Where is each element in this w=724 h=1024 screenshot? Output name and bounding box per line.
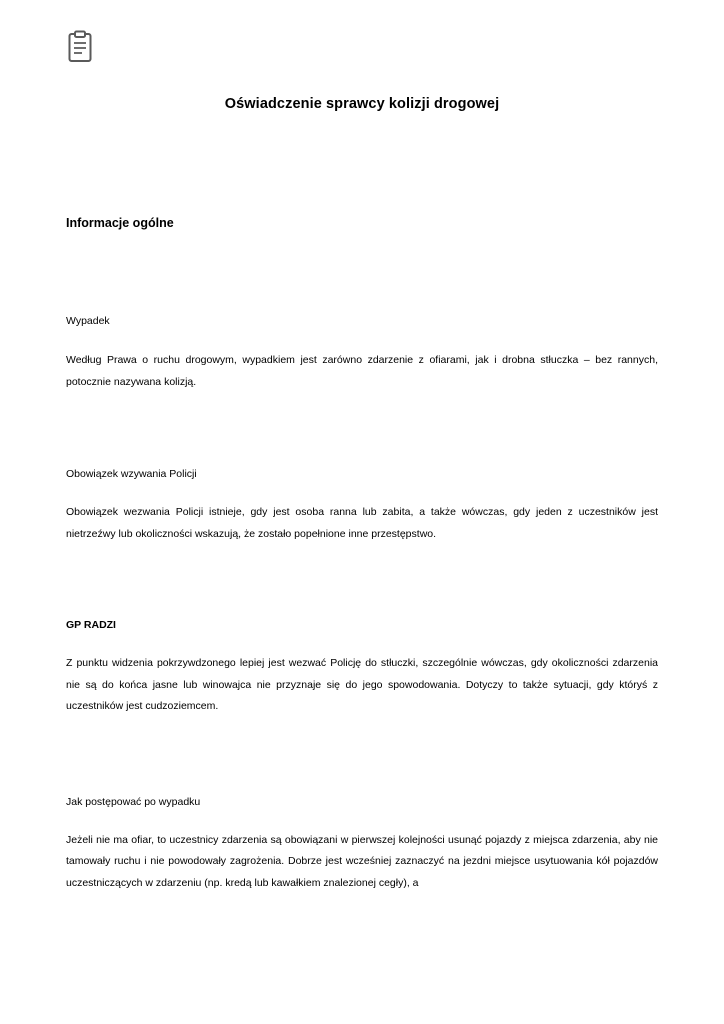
clipboard-icon bbox=[66, 30, 94, 64]
subheading-wypadek: Wypadek bbox=[66, 315, 110, 327]
subheading-gp-radzi: GP RADZI bbox=[66, 619, 116, 632]
page-title: Oświadczenie sprawcy kolizji drogowej bbox=[224, 96, 500, 112]
subheading-obowiazek-wzywania-policji: Obowiązek wzywania Policji bbox=[66, 468, 197, 481]
paragraph-wypadek: Według Prawa o ruchu drogowym, wypadkiem jest zarówno zdarzenie z ofiarami, jak i drobna stłuczka – bez rannych, potocznie nazywana kolizją. bbox=[66, 354, 658, 388]
paragraph-gp-radzi: Z punktu widzenia pokrzywdzonego lepiej jest wezwać Policję do stłuczki, szczególnie wówczas, gdy okoliczności zdarzenia nie są do końca jasne lub winowajca nie przyznaje się do jego spowodowania. Dotyczy to także sytuacji, gdy któryś z uczestników jest cudzoziemcem. bbox=[66, 657, 658, 713]
section-heading-general-info: Informacje ogólne bbox=[66, 216, 174, 230]
paragraph-jak-postepowac-po-wypadku: Jeżeli nie ma ofiar, to uczestnicy zdarzenia są obowiązani w pierwszej kolejności usunąć pojazdy z miejsca zdarzenia, aby nie tamowały ruchu i nie powodowały zagrożenia. Dobrze jest wcześniej zaznaczyć na jezdni miejsce usytuowania kół pojazdów uczestniczących w zdarzeniu (np. kredą lub kawałkiem znalezionej cegły), a bbox=[66, 833, 658, 889]
paragraph-obowiazek-wzywania-policji: Obowiązek wezwania Policji istnieje, gdy jest osoba ranna lub zabita, a także wówczas, gdy jeden z uczestników jest nietrzeźwy lub okoliczności wskazują, że zostało popełnione inne przestępstwo. bbox=[66, 506, 658, 540]
subheading-jak-postepowac-po-wypadku: Jak postępować po wypadku bbox=[66, 795, 201, 808]
